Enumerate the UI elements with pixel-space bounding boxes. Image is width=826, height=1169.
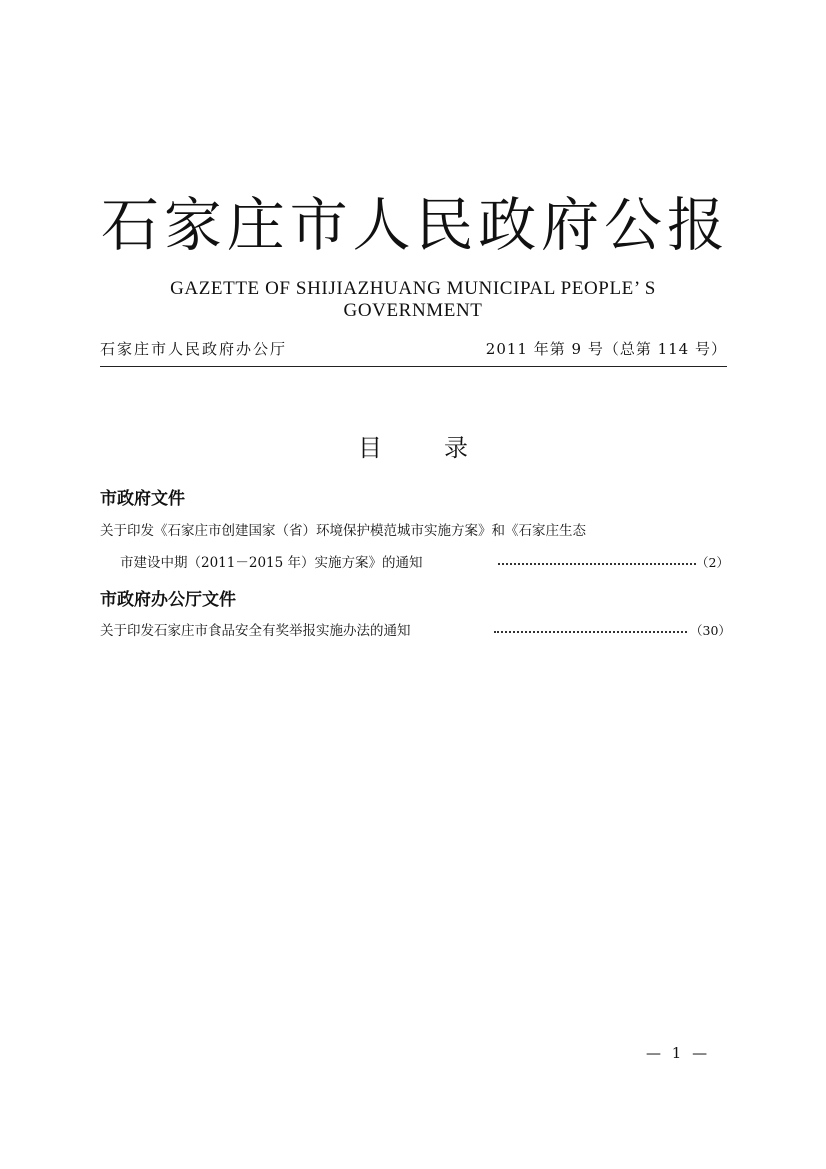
issuer: 石家庄市人民政府办公厅 bbox=[100, 340, 288, 358]
toc-title bbox=[100, 428, 726, 463]
title-char: 市 bbox=[289, 191, 348, 259]
toc-entry-line[interactable]: 市建设中期（2011－2015 年）实施方案》的通知 bbox=[120, 555, 423, 571]
title-char: 石 bbox=[100, 191, 159, 259]
title-char: 家 bbox=[163, 191, 222, 259]
title-char: 报 bbox=[666, 191, 725, 259]
toc-page-ref[interactable]: （30） bbox=[690, 623, 731, 638]
toc-entry-line[interactable]: 关于印发《石家庄市创建国家（省）环境保护模范城市实施方案》和《石家庄生态 bbox=[100, 523, 586, 539]
issue-number: 2011 年第 9 号（总第 114 号） bbox=[485, 340, 727, 358]
toc-title-char: 目 bbox=[358, 434, 382, 462]
english-title: GAZETTE OF SHIJIAZHUANG MUNICIPAL PEOPLE’ S GOVERNMENT bbox=[170, 278, 656, 321]
toc-page-ref[interactable]: （2） bbox=[696, 555, 729, 570]
title-char: 府 bbox=[541, 191, 600, 259]
title-char: 政 bbox=[478, 191, 537, 259]
toc-section-heading: 市政府办公厅文件 bbox=[100, 590, 236, 610]
toc-entry-line[interactable]: 关于印发石家庄市食品安全有奖举报实施办法的通知 bbox=[100, 623, 411, 639]
toc-title-char: 录 bbox=[444, 434, 468, 462]
gazette-title bbox=[100, 188, 726, 262]
issue-bar bbox=[100, 338, 727, 367]
page-number: — 1 — bbox=[646, 1044, 711, 1062]
toc-leader-dots bbox=[494, 619, 687, 633]
title-char: 庄 bbox=[226, 191, 285, 259]
toc-section-heading: 市政府文件 bbox=[100, 489, 185, 509]
title-char: 人 bbox=[352, 191, 411, 259]
title-char: 公 bbox=[603, 191, 662, 259]
toc-leader-dots bbox=[498, 551, 696, 565]
title-char: 民 bbox=[415, 191, 474, 259]
